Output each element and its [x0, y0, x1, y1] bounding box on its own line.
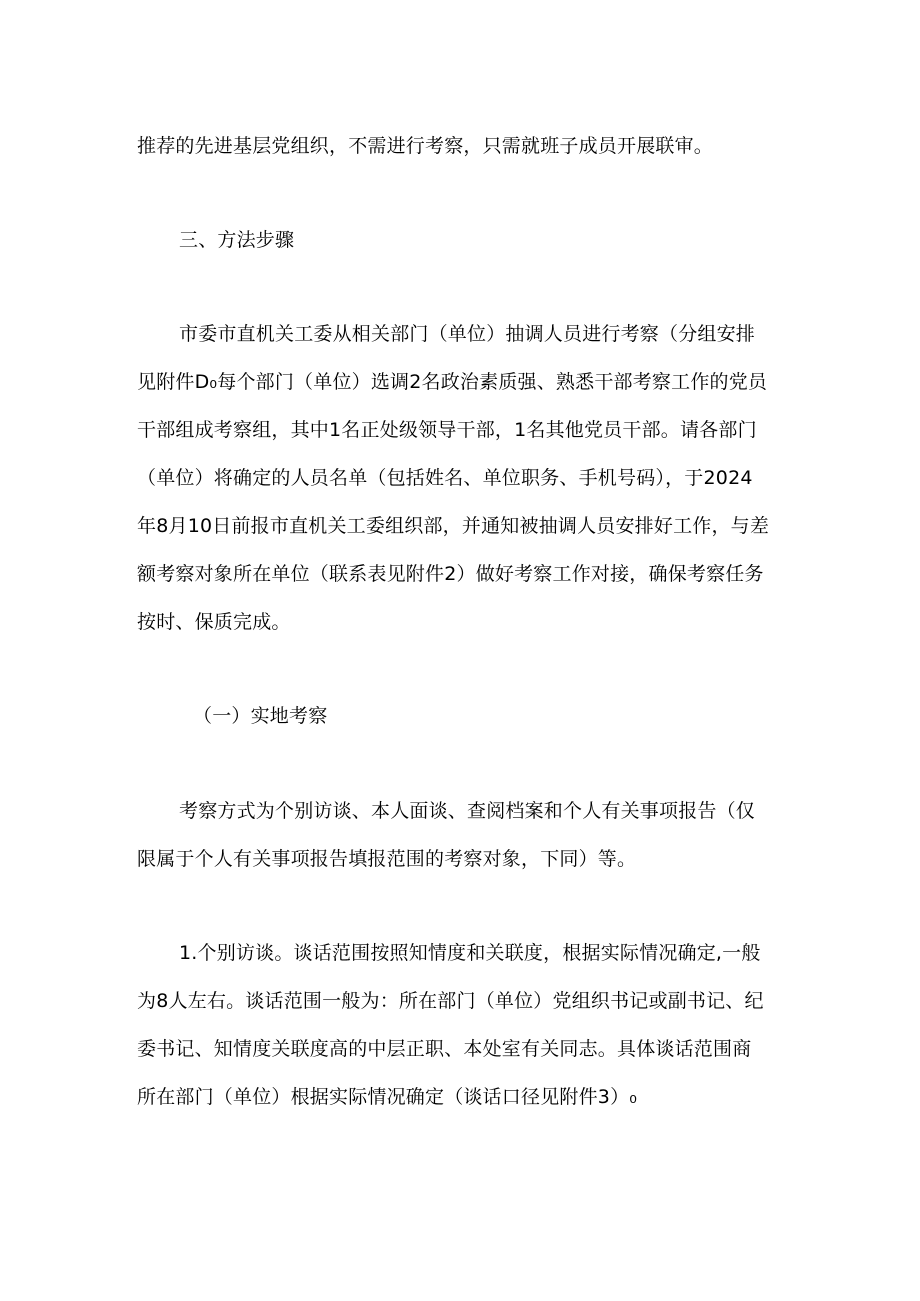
paragraph-line: 为8人左右。谈话范围一般为：所在部门（单位）党组织书记或副书记、纪: [137, 990, 764, 1012]
paragraph-line: 限属于个人有关事项报告填报范围的考察对象，下同）等。: [137, 848, 637, 870]
paragraph-line: 推荐的先进基层党组织，不需进行考察，只需就班子成员开展联审。: [137, 135, 714, 157]
section-heading: 三、方法步骤: [179, 229, 295, 251]
paragraph-line: 年8月10日前报市直机关工委组织部，并通知被抽调人员安排好工作，与差: [137, 515, 770, 537]
paragraph-line: （单位）将确定的人员名单（包括姓名、单位职务、手机号码），于2024: [137, 467, 753, 489]
paragraph-line: 见附件D₀每个部门（单位）选调2名政治素质强、熟悉干部考察工作的党员: [137, 371, 768, 393]
paragraph-line: 考察方式为个别访谈、本人面谈、查阅档案和个人有关事项报告（仅: [179, 800, 756, 822]
paragraph-line: 额考察对象所在单位（联系表见附件2）做好考察工作对接，确保考察任务: [137, 563, 764, 585]
paragraph-line: 所在部门（单位）根据实际情况确定（谈话口径见附件3）₀: [137, 1086, 638, 1108]
paragraph-line: 市委市直机关工委从相关部门（单位）抽调人员进行考察（分组安排: [179, 323, 756, 345]
paragraph-line: 按时、保质完成。: [137, 611, 291, 633]
paragraph-line: 1.个别访谈。谈话范围按照知情度和关联度，根据实际情况确定,一般: [179, 942, 761, 964]
paragraph-line: 委书记、知情度关联度高的中层正职、本处室有关同志。具体谈话范围商: [137, 1038, 752, 1060]
paragraph-line: 干部组成考察组，其中1名正处级领导干部，1名其他党员干部。请各部门: [137, 419, 757, 441]
subsection-heading: （一）实地考察: [193, 705, 328, 727]
